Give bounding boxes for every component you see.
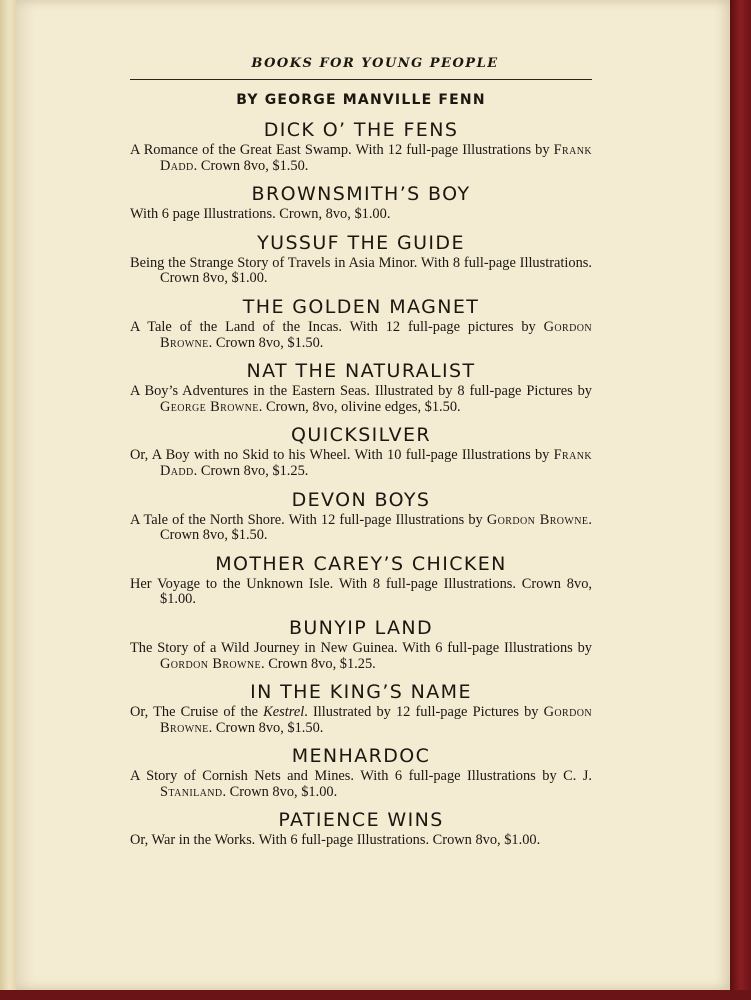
description-text: A Boy’s Adventures in the Eastern Seas. Illustrated by 8 full-page Pictures by (130, 383, 592, 400)
description-text: A Romance of the Great East Swamp. With 12 full-page Illustrations by (130, 142, 554, 158)
book-title: MOTHER CAREY’S CHICKEN (215, 552, 507, 575)
book-title: MENHARDOC (291, 745, 431, 768)
book-title: IN THE KING’S NAME (250, 681, 472, 704)
book-entry (130, 807, 592, 849)
book-entry (130, 487, 592, 544)
book-title: YUSSUF THE GUIDE (257, 231, 465, 254)
description-text: A Story of Cornish Nets and Mines. With 6 full-page Illustrations by C. J. (130, 768, 592, 785)
illustrator-name: Gordon Browne (160, 655, 262, 672)
book-entry (130, 551, 592, 608)
ship-name: Kestrel (263, 704, 305, 721)
description-text: Being the Strange Story of Travels in Asia Minor. With 8 full-page Illustrations. Crown 8vo, $1.00. (130, 254, 592, 287)
book-title: BUNYIP LAND (288, 616, 434, 639)
book-title: BROWNSMITH’S BOY (251, 183, 471, 206)
description-text: Or, War in the Works. With 6 full-page Illustrations. Crown 8vo, $1.00. (130, 832, 541, 849)
book-description (130, 641, 592, 672)
book-description (130, 769, 592, 800)
description-text: . Crown 8vo, $1.00. (222, 783, 338, 800)
illustrator-name: George Browne (160, 398, 259, 415)
book-list (130, 117, 592, 856)
book-description (130, 207, 592, 223)
description-text: A Tale of the Land of the Incas. With 12 full-page pictures by (130, 318, 544, 335)
running-head: BOOKS FOR YOUNG PEOPLE (251, 56, 499, 71)
book-entry (130, 117, 592, 174)
description-text: Her Voyage to the Unknown Isle. With 8 full-page Illustrations. Crown 8vo, $1.00. (130, 575, 592, 608)
illustrator-name: Frank Dadd (160, 447, 592, 479)
book-entry (130, 358, 592, 415)
book-entry (130, 679, 592, 736)
book-entry (130, 181, 592, 223)
book-page-edge (0, 0, 16, 1000)
illustrator-name: Gordon Browne (486, 511, 589, 528)
book-description (130, 513, 592, 544)
description-text: Or, A Boy with no Skid to his Wheel. With 10 full-page Illustrations by (130, 447, 554, 464)
book-title: PATIENCE WINS (278, 809, 444, 832)
author-heading: BY GEORGE MANVILLE FENN (236, 92, 486, 108)
description-text: . Crown 8vo, $1.50. (193, 157, 309, 174)
book-cover-bottom (0, 990, 751, 1000)
illustrator-name: Frank Dadd (160, 142, 592, 174)
illustrator-name: Staniland (160, 783, 223, 800)
description-text: . Crown 8vo, $1.25. (193, 462, 309, 479)
book-description (130, 143, 592, 174)
book-description (130, 384, 592, 415)
illustrator-name: Gordon Browne (160, 318, 592, 351)
book-description (130, 705, 592, 736)
book-entry (130, 743, 592, 800)
book-entry (130, 230, 592, 287)
book-title: QUICKSILVER (291, 424, 431, 447)
book-entry (130, 422, 592, 479)
book-description (130, 256, 592, 287)
description-text: The Story of a Wild Journey in New Guinea. With 6 full-page Illustrations by (130, 639, 592, 656)
book-description (130, 577, 592, 608)
description-text: . Crown 8vo, $1.50. (160, 511, 592, 544)
book-entry (130, 615, 592, 672)
head-rule (130, 79, 592, 80)
book-description (130, 448, 592, 479)
book-title: NAT THE NATURALIST (246, 360, 476, 383)
book-title: THE GOLDEN MAGNET (242, 295, 480, 318)
book-title: DICK O’ THE FENS (263, 119, 459, 141)
description-text: . Crown, 8vo, olivine edges, $1.50. (258, 398, 461, 415)
description-text: . Illustrated by 12 full-page Pictures by (304, 704, 544, 721)
book-entry (130, 294, 592, 351)
description-text: Or, The Cruise of the (130, 704, 264, 721)
illustrator-name: Gordon Browne (160, 704, 592, 736)
book-description (130, 320, 592, 351)
description-text: . Crown 8vo, $1.50. (208, 719, 324, 736)
book-title: DEVON BOYS (291, 488, 431, 511)
description-text: A Tale of the North Shore. With 12 full-page Illustrations by (130, 511, 487, 528)
description-text: . Crown 8vo, $1.50. (208, 334, 324, 351)
book-description (130, 833, 592, 849)
description-text: With 6 page Illustrations. Crown, 8vo, $1.00. (130, 206, 391, 223)
description-text: . Crown 8vo, $1.25. (261, 655, 376, 672)
book-cover-edge (730, 0, 751, 1000)
